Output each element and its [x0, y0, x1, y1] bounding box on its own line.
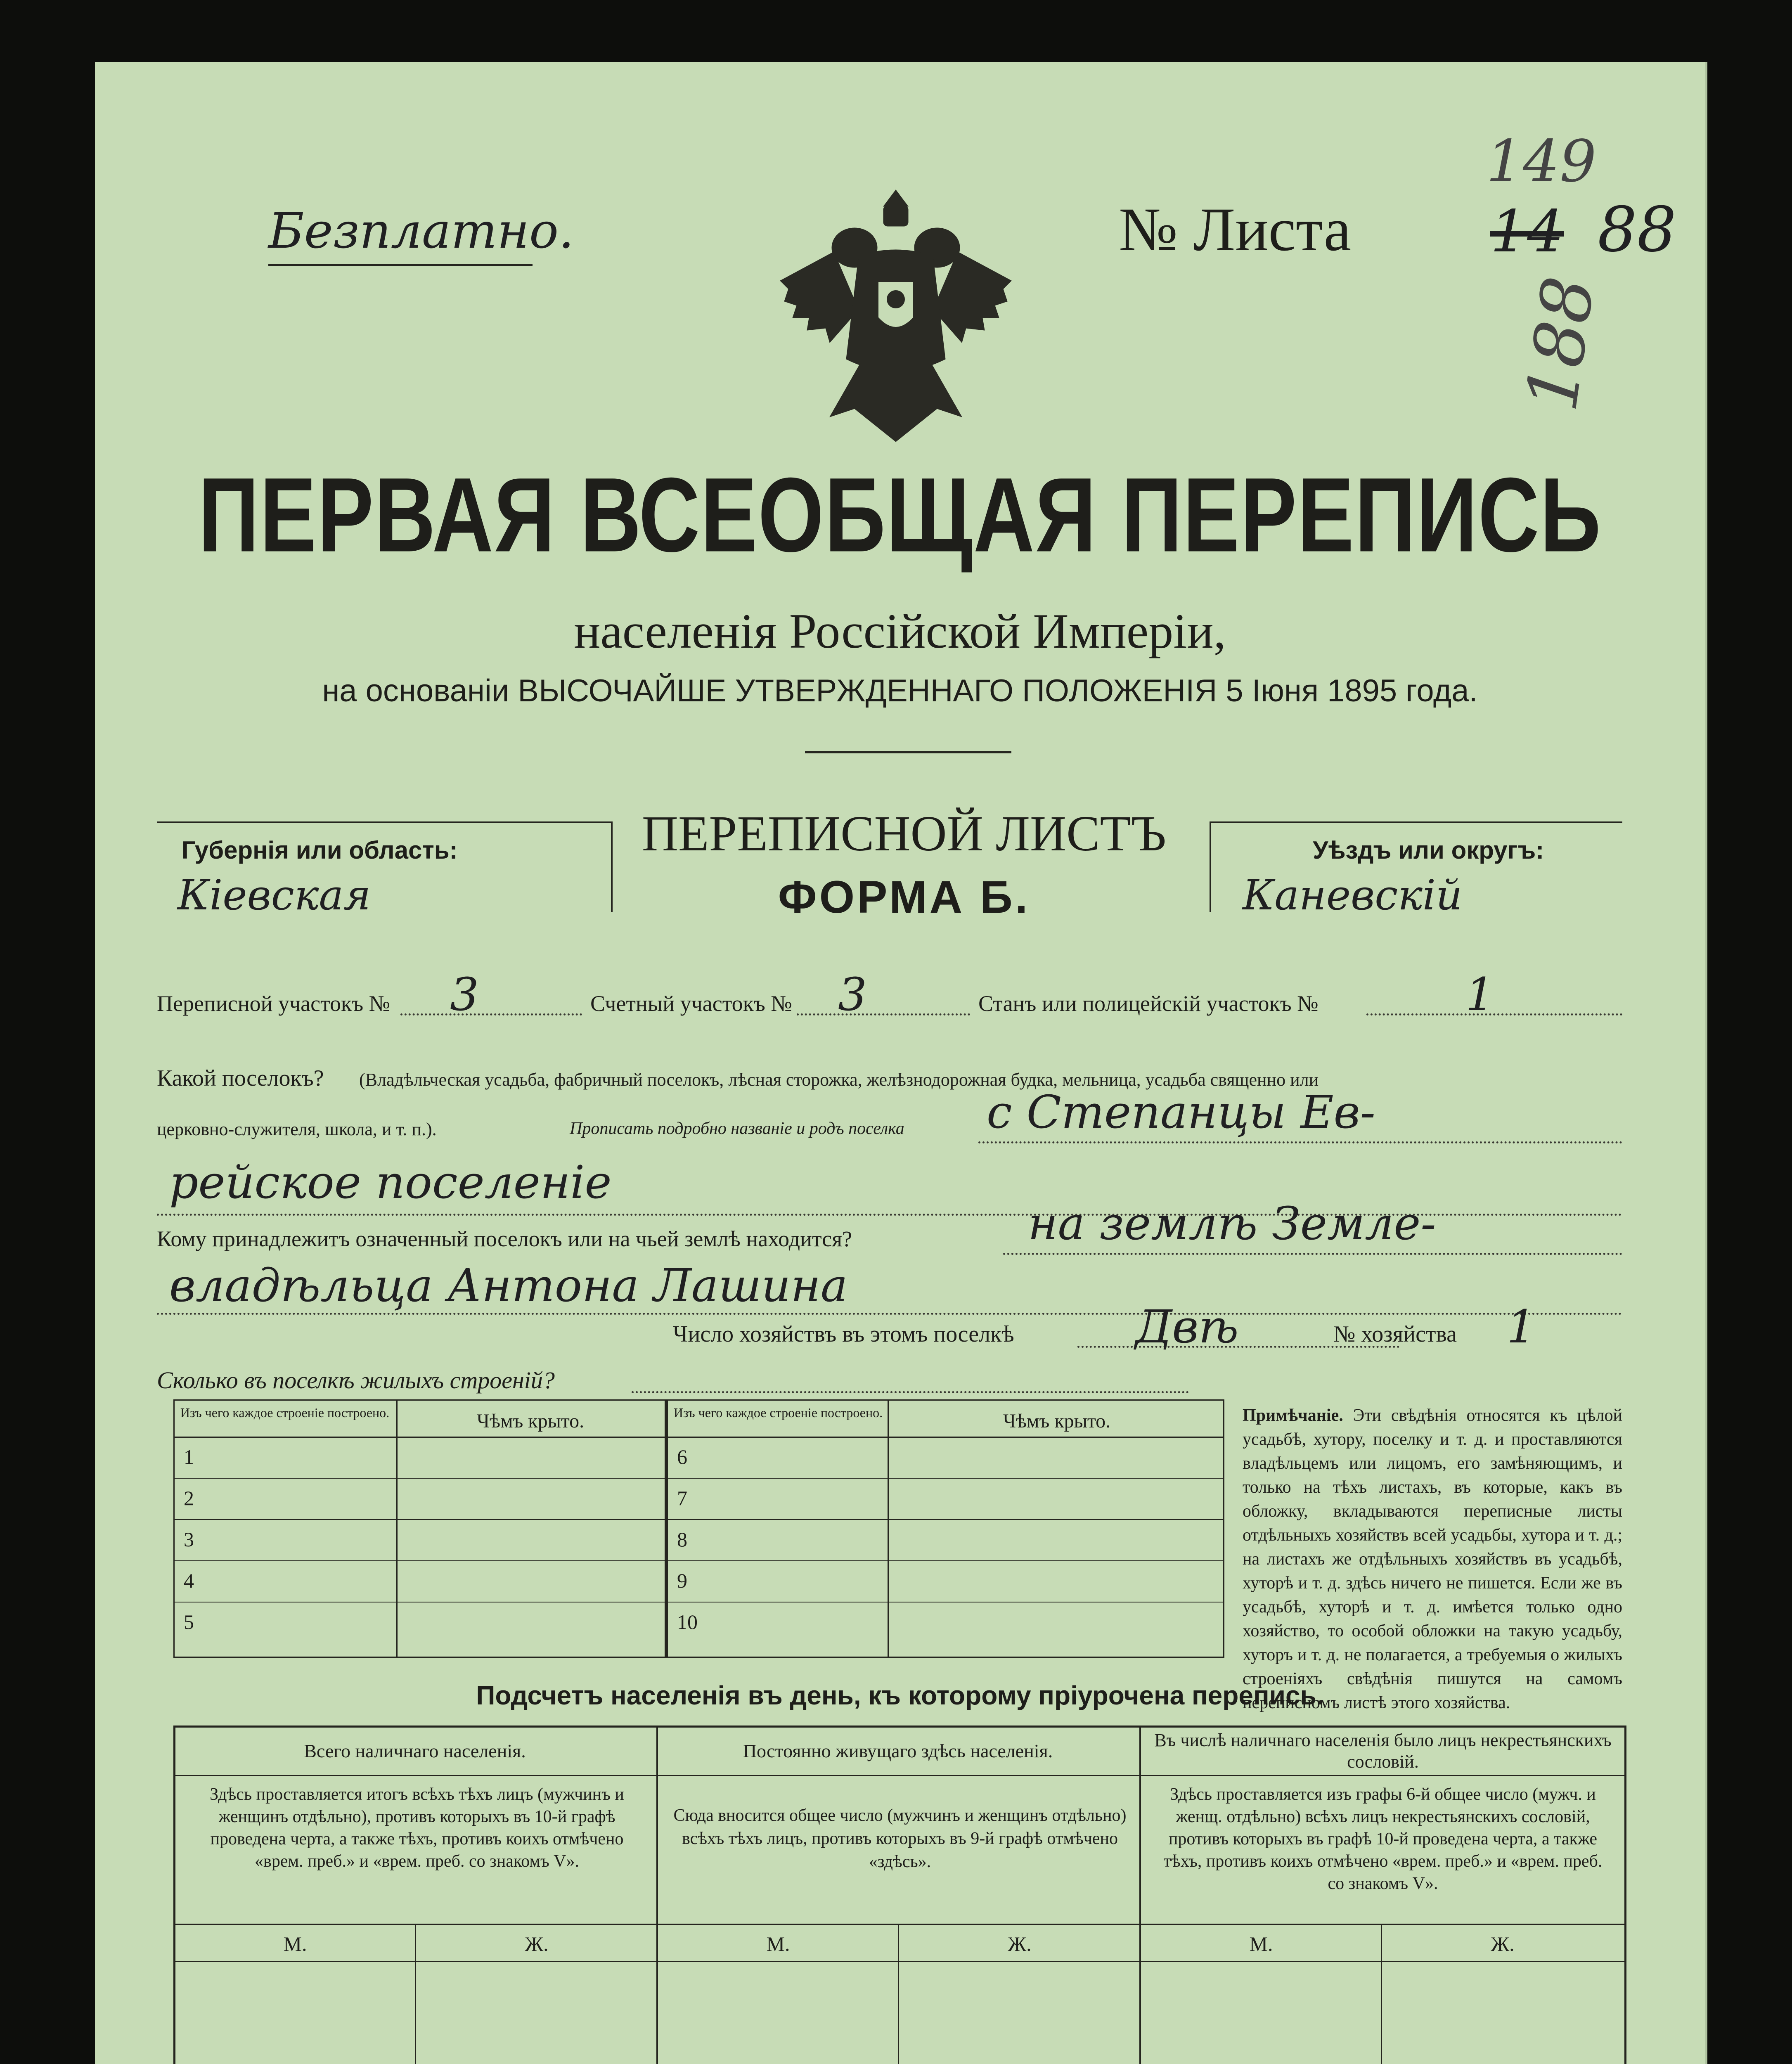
buildings-note [1243, 1404, 1622, 1715]
building-row-number: 5 [184, 1610, 194, 1633]
household-number-label: № хозяйства [1333, 1321, 1457, 1347]
uezd-value: Каневскій [1243, 871, 1463, 919]
settlement-value-1: с Степанцы Ев- [987, 1086, 1375, 1139]
census-area-label: Переписной участокъ № [157, 991, 391, 1016]
population-col1-title: Всего наличнаго населенія. [304, 1740, 526, 1761]
buildings-row-rule [173, 1478, 1224, 1479]
buildings-table-divider [665, 1399, 668, 1658]
population-mf-sep-1 [415, 1924, 416, 2064]
sheet-title: ПЕРЕПИСНОЙ ЛИСТЪ [642, 806, 1167, 862]
census-form-sheet [95, 62, 1707, 2064]
buildings-note-head: Примѣчаніе. [1243, 1406, 1343, 1425]
households-label: Число хозяйствъ въ этомъ поселкѣ [673, 1321, 1014, 1347]
population-heading: Подсчетъ населенія въ день, къ которому пріурочена перепись. [476, 1681, 1324, 1710]
buildings-col-sep-left [396, 1399, 398, 1658]
building-row-number: 3 [184, 1528, 194, 1551]
form-name: ФОРМА Б. [778, 872, 1030, 923]
census-basis-line: на основаніи ВЫСОЧАЙШЕ УТВЕРЖДЕННАГО ПОЛОЖЕНІЯ 5 Іюня 1895 года. [322, 673, 1478, 708]
building-row-number: 4 [184, 1569, 194, 1592]
population-col2-text: Сюда вносится общее число (мужчинъ и женщинъ отдѣльно) всѣхъ тѣхъ лицъ, противъ которыхъ въ 9-й графѣ отмѣчено «здѣсь». [673, 1806, 1127, 1871]
gubernia-box-right [611, 821, 613, 912]
free-label: Безплатно. [268, 202, 574, 259]
settlement-line-1 [978, 1141, 1622, 1143]
population-col1-female: Ж. [525, 1932, 549, 1955]
population-col3-female: Ж. [1491, 1932, 1515, 1955]
building-row-number: 7 [677, 1486, 687, 1510]
free-label-underline [268, 264, 533, 266]
sheet-number-value: 88 [1598, 194, 1676, 266]
imperial-eagle-emblem-icon [772, 186, 1020, 450]
population-col3-title: Въ числѣ наличнаго населенія было лицъ некрестьянскихъ сословій. [1154, 1730, 1612, 1772]
buildings-row-rule [173, 1560, 1224, 1561]
gubernia-label: Губернія или область: [182, 836, 458, 864]
buildings-note-text: Эти свѣдѣнія относятся къ цѣлой усадьбѣ, хутору, поселку и т. д. и проставляются владѣльцемъ или лицомъ, его замѣняющимъ, и только на тѣхъ листахъ, въ которые, какъ въ обложку, вкладываются переписные листы отдѣльныхъ хозяйствъ всей усадьбы, хутора и т. д.; на листахъ же отдѣльныхъ хозяйствъ въ усадьбѣ, хуторѣ и т. д. здѣсь ничего не пишется. Если же въ усадьбѣ, хуторѣ и т. д. имѣется только одно хозяйство, то особой обложки на такую усадьбу, хуторъ и т. д. не полагается, а требуемыя о жилыхъ строеніяхъ свѣдѣнія пишутся на самомъ переписномъ листѣ этого хозяйства. [1243, 1406, 1622, 1712]
buildings-col-roof-right: Чѣмъ крыто. [1003, 1410, 1111, 1432]
population-col1-text: Здѣсь проставляется итогъ всѣхъ тѣхъ лицъ (мужчинъ и женщинъ отдѣльно), противъ которыхъ въ 10-й графѣ проведена черта, а также тѣхъ, противъ коихъ отмѣчено «врем. преб.» и «врем. преб. со знакомъ V». [210, 1785, 624, 1871]
owner-value-2: владѣльца Антона Лашина [169, 1259, 848, 1312]
title-separator [805, 751, 1011, 753]
owner-line-1 [1003, 1253, 1622, 1255]
sheet-number-label: № Листа [1119, 195, 1352, 264]
owner-question: Кому принадлежитъ означенный поселокъ или на чьей землѣ находится? [157, 1226, 852, 1251]
uezd-box-top [1210, 821, 1622, 823]
owner-line-2 [157, 1313, 1622, 1315]
archive-number-side: 188 [1511, 272, 1611, 416]
households-value: Двѣ [1135, 1300, 1239, 1353]
count-area-line [797, 1013, 970, 1015]
population-col2-title: Постоянно живущаго здѣсь населенія. [743, 1740, 1053, 1761]
population-col-sep-2 [1139, 1726, 1141, 2064]
buildings-question: Сколько въ поселкѣ жилыхъ строеній? [157, 1367, 555, 1394]
buildings-table [173, 1399, 1224, 1658]
population-col3-male: М. [1249, 1932, 1273, 1955]
stan-value: 1 [1465, 968, 1494, 1021]
building-row-number: 8 [677, 1528, 687, 1551]
household-number-value: 1 [1507, 1300, 1536, 1353]
building-row-number: 6 [677, 1445, 687, 1468]
archive-number-top: 149 [1486, 128, 1597, 195]
owner-value-1: на землѣ Земле- [1028, 1197, 1436, 1250]
census-main-title: ПЕРВАЯ ВСЕОБЩАЯ ПЕРЕПИСЬ [198, 456, 1602, 574]
settlement-question: Какой поселокъ? [157, 1065, 324, 1091]
settlement-hint-1: (Владѣльческая усадьба, фабричный поселокъ, лѣсная сторожка, желѣзнодорожная будка, мельница, усадьба священно или [359, 1070, 1319, 1090]
buildings-col-roof-left: Чѣмъ крыто. [476, 1410, 585, 1432]
settlement-value-2: рейское поселеніе [169, 1156, 612, 1209]
building-row-number: 1 [184, 1445, 194, 1468]
population-title-rule [173, 1775, 1625, 1776]
buildings-header-rule [173, 1437, 1224, 1438]
population-text-rule [173, 1924, 1625, 1925]
settlement-hint-2: церковно-служителя, школа, и т. п.). [157, 1119, 437, 1139]
stan-label: Станъ или полицейскій участокъ № [978, 991, 1319, 1016]
census-subtitle: населенія Россійской Имперіи, [574, 604, 1226, 658]
building-row-number: 2 [184, 1486, 194, 1510]
buildings-line [632, 1391, 1189, 1393]
building-row-number: 10 [677, 1610, 698, 1633]
buildings-col-material-right: Изъ чего каждое строеніе построено. [673, 1405, 883, 1420]
buildings-col-sep-right [888, 1399, 889, 1658]
population-col1-male: М. [283, 1932, 307, 1955]
count-area-value: 3 [838, 968, 867, 1021]
population-mf-rule [173, 1961, 1625, 1962]
count-area-label: Счетный участокъ № [590, 991, 792, 1016]
population-mf-sep-3 [1381, 1924, 1382, 2064]
settlement-hint-3: Прописать подробно названіе и родъ поселка [570, 1119, 904, 1138]
sheet-number-struck: 14 [1490, 198, 1564, 265]
population-col3-text: Здѣсь проставляется изъ графы 6-й общее число (мужч. и женщ. отдѣльно) всѣхъ лицъ некрестьянскихъ сословій, противъ которыхъ въ графѣ 10-й проведена черта, а также тѣхъ, противъ коихъ отмѣчено «врем. преб.» и «врем. преб. со знакомъ V». [1163, 1785, 1603, 1893]
population-table [173, 1726, 1626, 2064]
population-col2-female: Ж. [1008, 1932, 1032, 1955]
gubernia-value: Кіевская [178, 871, 371, 919]
gubernia-box-top [157, 821, 611, 823]
uezd-box-left [1210, 821, 1211, 912]
population-col-sep-1 [656, 1726, 658, 2064]
population-col2-male: М. [766, 1932, 790, 1955]
buildings-row-rule [173, 1519, 1224, 1520]
building-row-number: 9 [677, 1569, 687, 1592]
population-mf-sep-2 [898, 1924, 899, 2064]
census-area-line [400, 1013, 582, 1015]
stan-line [1366, 1013, 1622, 1015]
uezd-label: Уѣздъ или округъ: [1313, 836, 1544, 864]
census-area-value: 3 [450, 968, 479, 1021]
buildings-col-material-left: Изъ чего каждое строеніе построено. [180, 1405, 390, 1420]
